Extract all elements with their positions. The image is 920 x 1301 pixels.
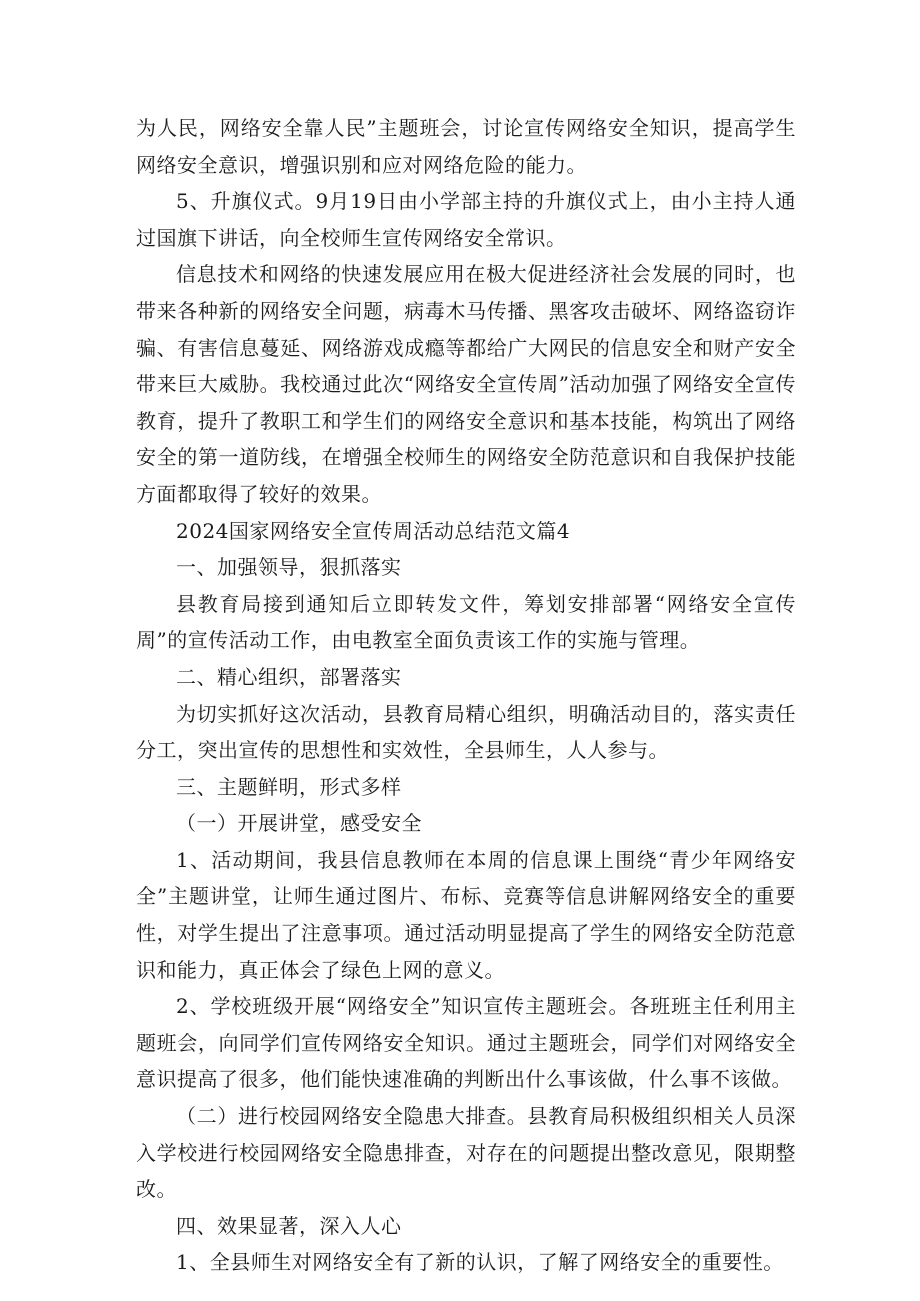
paragraph-continuation: 为人民，网络安全靠人民”主题班会，讨论宣传网络安全知识，提高学生网络安全意识，增强识别和应对网络危险的能力。 — [136, 116, 796, 177]
subheading-lecture: （一）开展讲堂，感受安全 — [176, 811, 422, 836]
heading-leadership: 一、加强领导，狠抓落实 — [176, 555, 402, 580]
paragraph-inspection: （二）进行校园网络安全隐患大排查。县教育局积极组织相关人员深入学校进行校园网络安全隐患排查，对存在的问题提出整改意见，限期整改。 — [136, 1104, 796, 1202]
paragraph-results: 1、全县师生对网络安全有了新的认识，了解了网络安全的重要性。 — [176, 1250, 784, 1275]
section-title: 2024国家网络安全宣传周活动总结范文篇4 — [176, 518, 571, 543]
heading-organization: 二、精心组织，部署落实 — [176, 664, 402, 689]
document-body — [136, 110, 796, 1281]
heading-theme: 三、主题鲜明，形式多样 — [176, 774, 402, 799]
paragraph-flag-ceremony: 5、升旗仪式。9月19日由小学部主持的升旗仪式上，由小主持人通过国旗下讲话，向全校师生宣传网络安全常识。 — [136, 189, 796, 250]
paragraph-leadership: 县教育局接到通知后立即转发文件，筹划安排部署“网络安全宣传周”的宣传活动工作，由电教室全面负责该工作的实施与管理。 — [136, 591, 796, 653]
paragraph-summary: 信息技术和网络的快速发展应用在极大促进经济社会发展的同时，也带来各种新的网络安全问题，病毒木马传播、黑客攻击破坏、网络盗窃诈骗、有害信息蔓延、网络游戏成瘾等都给广大网民的信息安全和财产安全带来巨大威胁。我校通过此次“网络安全宣传周”活动加强了网络安全宣传教育，提升了教职工和学生们的网络安全意识和基本技能，构筑出了网络安全的第一道防线，在增强全校师生的网络安全防范意识和自我保护技能方面都取得了较好的效果。 — [136, 262, 796, 506]
paragraph-organization: 为切实抓好这次活动，县教育局精心组织，明确活动目的，落实责任分工，突出宣传的思想性和实效性，全县师生，人人参与。 — [136, 701, 796, 763]
paragraph-class-meeting: 2、学校班级开展“网络安全”知识宣传主题班会。各班班主任利用主题班会，向同学们宣传网络安全知识。通过主题班会，同学们对网络安全意识提高了很多，他们能快速准确的判断出什么事该做，什么事不该做。 — [136, 994, 796, 1092]
heading-results: 四、效果显著，深入人心 — [176, 1213, 402, 1238]
paragraph-lecture: 1、活动期间，我县信息教师在本周的信息课上围绕“青少年网络安全”主题讲堂，让师生通过图片、布标、竞赛等信息讲解网络安全的重要性，对学生提出了注意事项。通过活动明显提高了学生的网络安全防范意识和能力，真正体会了绿色上网的意义。 — [136, 847, 796, 982]
